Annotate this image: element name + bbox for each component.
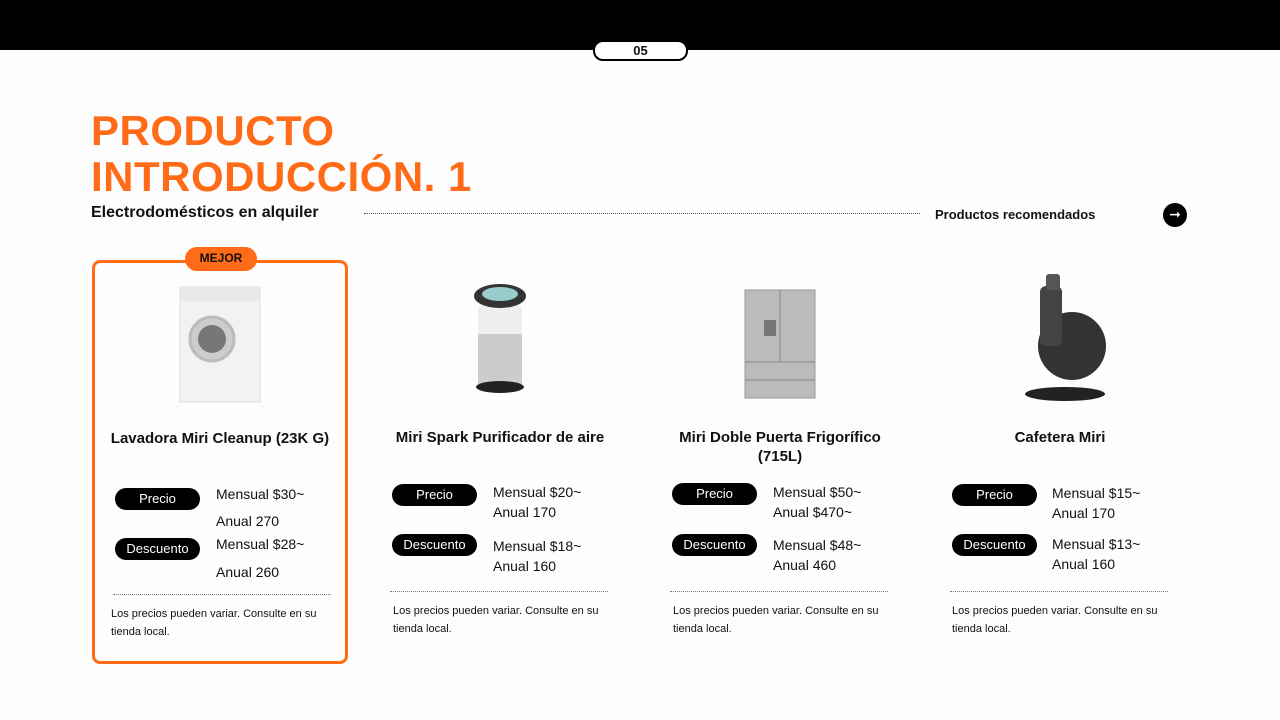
product-name: Lavadora Miri Cleanup (23K G) (110, 430, 330, 447)
product-card-coffee-maker[interactable] (932, 260, 1188, 664)
washing-machine-image (170, 277, 270, 405)
price-note: Los precios pueden variar. Consulte en su tienda local. (952, 605, 1158, 635)
price-pill: Precio (952, 484, 1037, 506)
discount-monthly: Mensual $13~ (1052, 536, 1141, 552)
price-pill: Precio (115, 488, 200, 510)
product-name: Miri Spark Purificador de aire (395, 429, 605, 446)
dotted-separator (390, 591, 608, 592)
air-purifier-image (450, 274, 550, 402)
price-note: Los precios pueden variar. Consulte en su tienda local. (673, 605, 879, 635)
discount-pill: Descuento (115, 538, 200, 560)
price-annual: Anual 170 (493, 504, 557, 520)
page-title (91, 108, 472, 200)
dotted-divider (364, 213, 920, 214)
best-badge: MEJOR (185, 247, 257, 271)
product-name: Cafetera Miri (1014, 429, 1106, 446)
discount-pill: Descuento (952, 534, 1037, 556)
price-pill: Precio (672, 483, 757, 505)
title-line-1: PRODUCTO (91, 107, 335, 154)
dotted-separator (113, 594, 331, 595)
product-name: Miri Doble Puerta Frigorífico (715L) (679, 429, 881, 465)
discount-annual: Anual 260 (216, 564, 280, 580)
refrigerator-image (730, 274, 830, 402)
discount-monthly: Mensual $28~ (216, 536, 305, 552)
dotted-separator (950, 591, 1168, 592)
price-annual: Anual $470~ (773, 504, 853, 520)
discount-annual: Anual 160 (493, 558, 557, 574)
discount-monthly: Mensual $48~ (773, 537, 862, 553)
dotted-separator (670, 591, 888, 592)
product-card-washer[interactable] (92, 260, 348, 664)
discount-pill: Descuento (672, 534, 757, 556)
page-number: 05 (593, 40, 688, 61)
title-line-2: INTRODUCCIÓN. 1 (91, 153, 472, 200)
price-pill: Precio (392, 484, 477, 506)
subtitle: Electrodomésticos en alquiler (91, 204, 319, 221)
product-card-refrigerator[interactable] (652, 260, 908, 664)
discount-monthly: Mensual $18~ (493, 538, 582, 554)
price-monthly: Mensual $20~ (493, 484, 582, 500)
price-note: Los precios pueden variar. Consulte en su tienda local. (111, 608, 317, 638)
discount-pill: Descuento (392, 534, 477, 556)
coffee-maker-image (1010, 274, 1110, 402)
price-monthly: Mensual $15~ (1052, 485, 1141, 501)
price-monthly: Mensual $30~ (216, 486, 305, 502)
discount-annual: Anual 460 (773, 557, 837, 573)
price-note: Los precios pueden variar. Consulte en su tienda local. (393, 605, 599, 635)
product-card-air-purifier[interactable] (372, 260, 628, 664)
price-annual: Anual 270 (216, 513, 280, 529)
price-annual: Anual 170 (1052, 505, 1116, 521)
price-monthly: Mensual $50~ (773, 484, 862, 500)
discount-annual: Anual 160 (1052, 556, 1116, 572)
arrow-right-icon[interactable]: ➞ (1163, 203, 1187, 227)
recommended-label: Productos recomendados (935, 207, 1096, 222)
